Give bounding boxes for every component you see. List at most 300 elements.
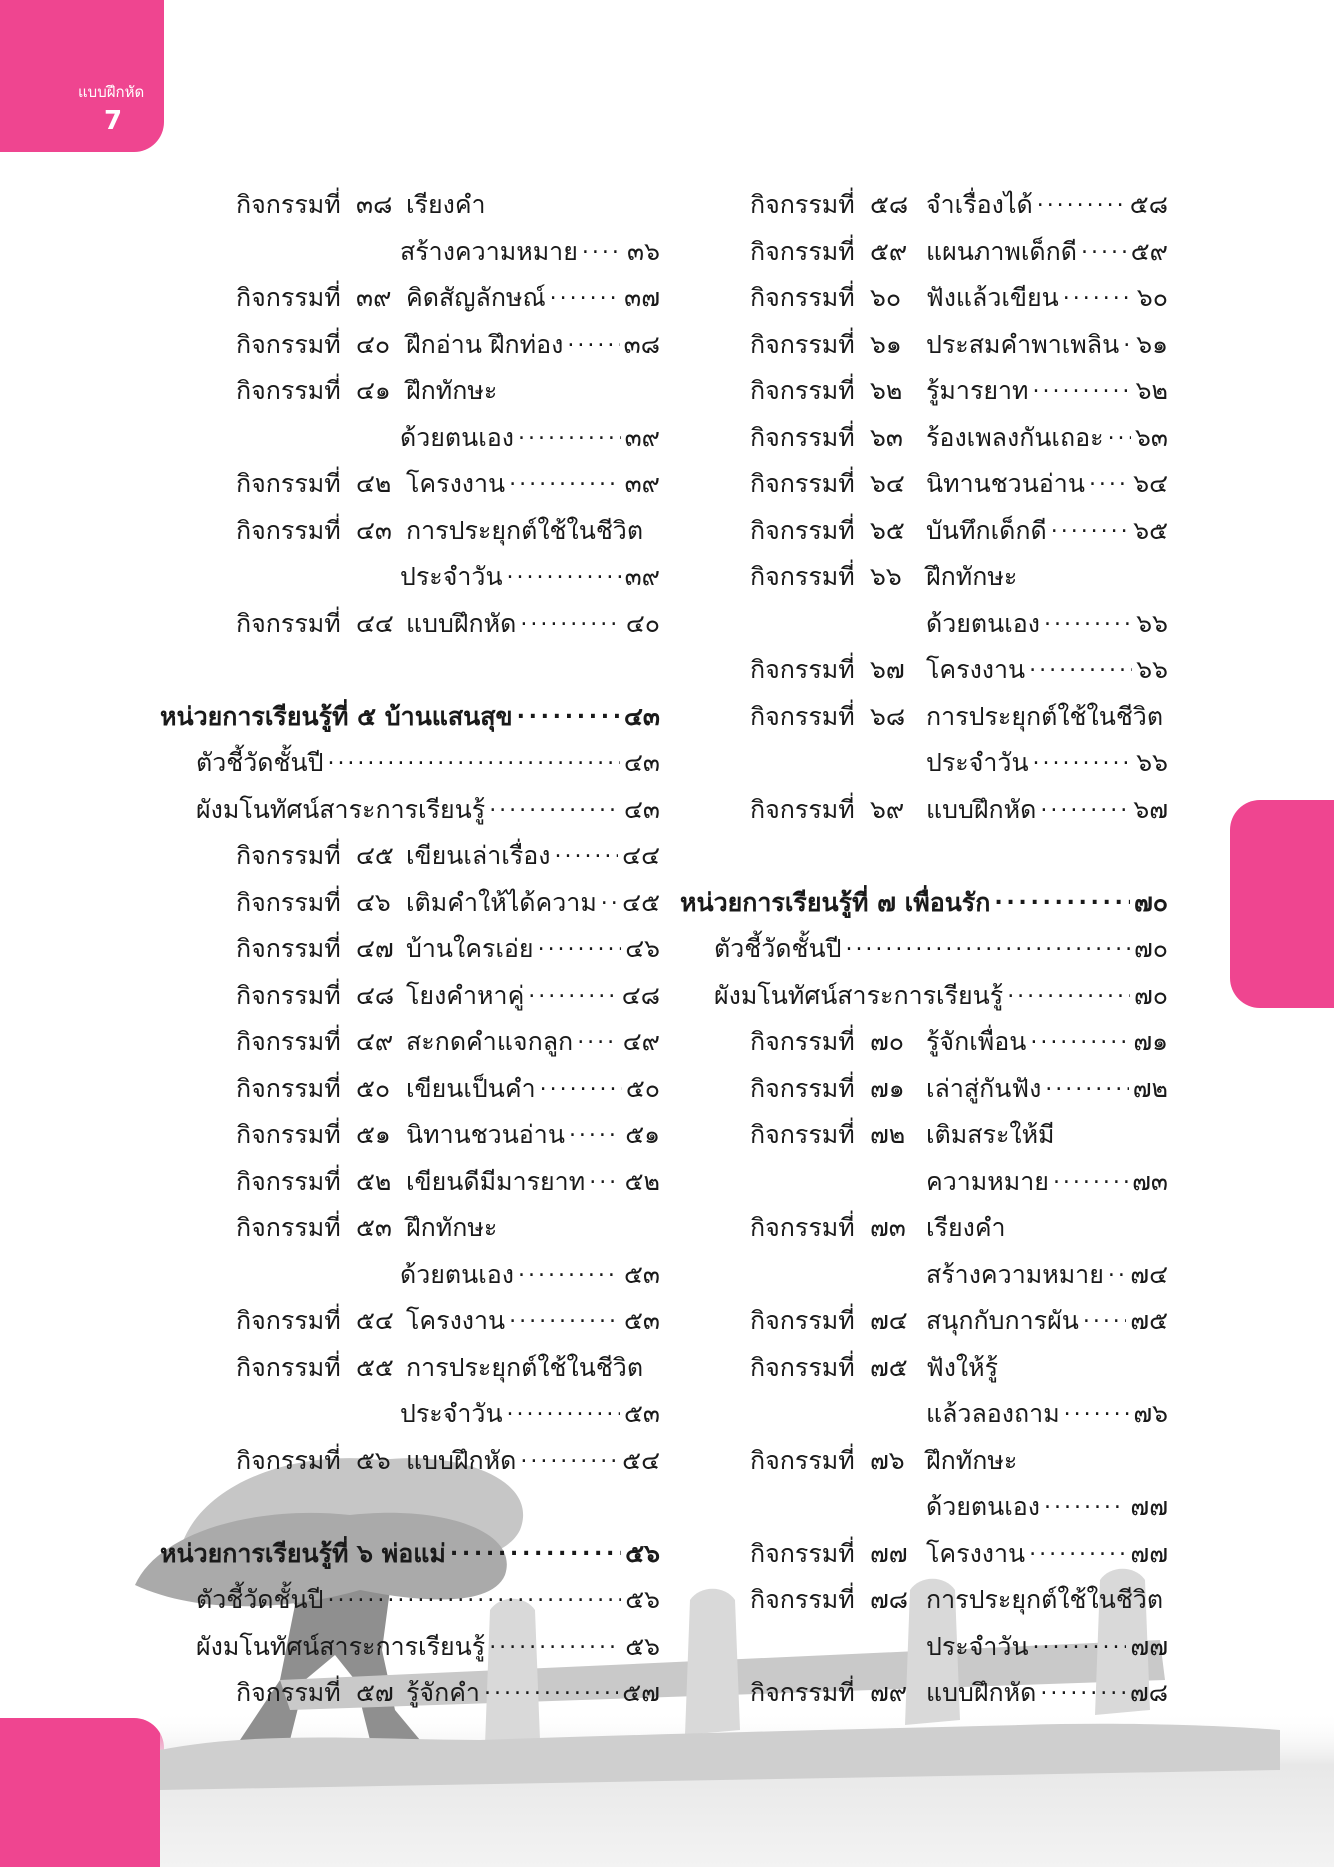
toc-left-column bbox=[160, 182, 660, 1717]
toc-activity-entry bbox=[160, 1345, 660, 1392]
activity-number: ๕๗ bbox=[356, 1678, 394, 1708]
dot-leader bbox=[518, 1261, 620, 1289]
toc-activity-entry bbox=[676, 322, 1168, 369]
page-ref: ๕๙ bbox=[1130, 236, 1168, 266]
toc-continuation-line bbox=[676, 1159, 1168, 1206]
toc-activity-entry bbox=[160, 1112, 660, 1159]
dot-leader bbox=[489, 1633, 621, 1661]
activity-label: กิจกรรมที่ bbox=[750, 236, 855, 266]
activity-number: ๕๖ bbox=[356, 1445, 391, 1475]
activity-title: โครงงาน bbox=[406, 1306, 506, 1336]
activity-number: ๔๒ bbox=[356, 469, 392, 499]
page-ref: ๔๘ bbox=[621, 980, 660, 1010]
activity-label: กิจกรรมที่ bbox=[236, 887, 341, 917]
activity-label: กิจกรรมที่ bbox=[750, 190, 855, 220]
toc-activity-entry bbox=[160, 508, 660, 555]
page-ref: ๗๖ bbox=[1133, 1399, 1168, 1429]
page-ref: ๕๐ bbox=[625, 1073, 660, 1103]
activity-title-continued: ความหมาย bbox=[926, 1166, 1049, 1196]
activity-number: ๗๐ bbox=[870, 1027, 905, 1057]
dot-leader bbox=[1037, 191, 1126, 219]
activity-title: แบบฝึกหัด bbox=[926, 1678, 1037, 1708]
section-title: ตัวชี้วัดชั้นปี bbox=[196, 748, 324, 778]
page-ref: ๕๔ bbox=[622, 1445, 660, 1475]
activity-number: ๗๖ bbox=[870, 1445, 905, 1475]
activity-label: กิจกรรมที่ bbox=[236, 190, 341, 220]
toc-activity-entry bbox=[160, 322, 660, 369]
activity-title: แบบฝึกหัด bbox=[926, 794, 1037, 824]
page-ref: ๖๖ bbox=[1136, 608, 1168, 638]
activity-number: ๖๕ bbox=[870, 515, 905, 545]
activity-number: ๔๕ bbox=[356, 841, 394, 871]
dot-leader bbox=[569, 1121, 621, 1149]
toc-activity-entry bbox=[160, 1298, 660, 1345]
toc-activity-entry bbox=[676, 1438, 1168, 1485]
activity-title-continued: ประจำวัน bbox=[400, 1399, 503, 1429]
activity-label: กิจกรรมที่ bbox=[236, 841, 341, 871]
activity-title-continued: ประจำวัน bbox=[926, 748, 1029, 778]
toc-section-entry bbox=[160, 1624, 660, 1671]
page-ref: ๖๐ bbox=[1136, 283, 1168, 313]
activity-title: โครงงาน bbox=[926, 655, 1026, 685]
page-ref: ๔๐ bbox=[625, 608, 660, 638]
activity-number: ๗๒ bbox=[870, 1120, 906, 1150]
toc-section-entry bbox=[160, 787, 660, 834]
toc-continuation-line bbox=[160, 1252, 660, 1299]
activity-number: ๗๕ bbox=[870, 1352, 908, 1382]
page-ref: ๖๖ bbox=[1136, 655, 1168, 685]
page-ref: ๗๔ bbox=[1130, 1259, 1168, 1289]
activity-title: ร้องเพลงกันเถอะ bbox=[926, 422, 1104, 452]
activity-title: เล่าสู่กันฟัง bbox=[926, 1073, 1042, 1103]
toc-continuation-line bbox=[160, 1391, 660, 1438]
toc-continuation-line bbox=[676, 1624, 1168, 1671]
toc-activity-entry bbox=[676, 554, 1168, 601]
activity-number: ๔๑ bbox=[356, 376, 391, 406]
page-ref: ๕๓ bbox=[623, 1399, 660, 1429]
activity-title: นิทานชวนอ่าน bbox=[926, 469, 1085, 499]
activity-label: กิจกรรมที่ bbox=[750, 1213, 855, 1243]
dot-leader bbox=[1040, 796, 1129, 824]
toc-activity-entry bbox=[676, 508, 1168, 555]
activity-number: ๖๓ bbox=[870, 422, 903, 452]
page-ref: ๖๗ bbox=[1133, 794, 1168, 824]
toc-spacer bbox=[676, 833, 1168, 880]
activity-number: ๔๘ bbox=[356, 980, 395, 1010]
activity-label: กิจกรรมที่ bbox=[750, 701, 855, 731]
toc-activity-entry bbox=[160, 461, 660, 508]
activity-title-continued: ด้วยตนเอง bbox=[926, 608, 1041, 638]
toc-activity-entry bbox=[160, 182, 660, 229]
page-ref: ๔๖ bbox=[625, 934, 660, 964]
activity-title-continued: สร้างความหมาย bbox=[400, 236, 578, 266]
toc-unit-heading bbox=[676, 880, 1168, 927]
page-ref: ๖๖ bbox=[1136, 748, 1168, 778]
activity-title: บันทึกเด็กดี bbox=[926, 515, 1047, 545]
activity-title: เรียงคำ bbox=[926, 1213, 1006, 1243]
dot-leader bbox=[1045, 1075, 1128, 1103]
toc-activity-entry bbox=[676, 461, 1168, 508]
page-ref: ๔๓ bbox=[623, 701, 660, 731]
activity-label: กิจกรรมที่ bbox=[236, 1678, 341, 1708]
activity-label: กิจกรรมที่ bbox=[750, 329, 855, 359]
activity-label: กิจกรรมที่ bbox=[750, 1352, 855, 1382]
toc-section-entry bbox=[676, 926, 1168, 973]
activity-label: กิจกรรมที่ bbox=[236, 980, 341, 1010]
toc-activity-entry bbox=[676, 1112, 1168, 1159]
page-ref: ๗๕ bbox=[1130, 1306, 1168, 1336]
activity-title: เขียนดีมีมารยาท bbox=[406, 1166, 586, 1196]
activity-title: ฝึกทักษะ bbox=[406, 1213, 498, 1243]
activity-label: กิจกรรมที่ bbox=[236, 376, 341, 406]
dot-leader bbox=[1051, 517, 1129, 545]
activity-label: กิจกรรมที่ bbox=[236, 283, 341, 313]
page-ref: ๖๒ bbox=[1135, 376, 1168, 406]
page-ref: ๕๒ bbox=[624, 1166, 660, 1196]
activity-number: ๖๗ bbox=[870, 655, 905, 685]
top-left-page-tab bbox=[0, 0, 164, 152]
activity-label: กิจกรรมที่ bbox=[750, 655, 855, 685]
activity-title: บ้านใครเอ่ย bbox=[406, 934, 534, 964]
toc-activity-entry bbox=[676, 1298, 1168, 1345]
dot-leader bbox=[1053, 1168, 1128, 1196]
toc-activity-entry bbox=[160, 1159, 660, 1206]
toc-activity-entry bbox=[676, 368, 1168, 415]
dot-leader bbox=[518, 424, 621, 452]
activity-title: สะกดคำแจกลูก bbox=[406, 1027, 574, 1057]
activity-title: การประยุกต์ใช้ในชีวิต bbox=[406, 1352, 644, 1382]
dot-leader bbox=[554, 842, 618, 870]
activity-number: ๕๑ bbox=[356, 1120, 391, 1150]
activity-label: กิจกรรมที่ bbox=[750, 1120, 855, 1150]
toc-activity-entry bbox=[160, 973, 660, 1020]
dot-leader bbox=[520, 610, 621, 638]
activity-title: ฝึกทักษะ bbox=[406, 376, 498, 406]
dot-leader bbox=[507, 1400, 620, 1428]
dot-leader bbox=[582, 238, 623, 266]
dot-leader bbox=[1029, 656, 1132, 684]
dot-leader bbox=[1033, 377, 1132, 405]
activity-label: กิจกรรมที่ bbox=[236, 1120, 341, 1150]
toc-activity-entry bbox=[160, 1670, 660, 1717]
toc-activity-entry bbox=[160, 833, 660, 880]
activity-title: ฝึกทักษะ bbox=[926, 1445, 1018, 1475]
toc-activity-entry bbox=[676, 1670, 1168, 1717]
dot-leader bbox=[489, 796, 620, 824]
activity-label: กิจกรรมที่ bbox=[750, 1538, 855, 1568]
dot-leader bbox=[550, 284, 620, 312]
dot-leader bbox=[327, 749, 620, 777]
toc-right-column bbox=[676, 182, 1168, 1717]
right-edge-tab bbox=[1230, 800, 1334, 1008]
toc-activity-entry bbox=[160, 1019, 660, 1066]
activity-label: กิจกรรมที่ bbox=[750, 1445, 855, 1475]
dot-leader bbox=[577, 1028, 619, 1056]
page-ref: ๓๘ bbox=[623, 329, 660, 359]
page-ref: ๗๒ bbox=[1132, 1073, 1168, 1103]
toc-section-entry bbox=[160, 1577, 660, 1624]
activity-title: เติมคำให้ได้ความ bbox=[406, 887, 597, 917]
activity-label: กิจกรรมที่ bbox=[236, 608, 341, 638]
activity-title: รู้มารยาท bbox=[926, 376, 1029, 406]
dot-leader bbox=[1108, 424, 1131, 452]
dot-leader bbox=[845, 935, 1129, 963]
activity-number: ๔๔ bbox=[356, 608, 394, 638]
activity-title: การประยุกต์ใช้ในชีวิต bbox=[406, 515, 644, 545]
dot-leader bbox=[567, 331, 619, 359]
page-ref: ๔๙ bbox=[622, 1027, 660, 1057]
activity-title: แบบฝึกหัด bbox=[406, 608, 517, 638]
toc-unit-heading bbox=[160, 694, 660, 741]
dot-leader bbox=[994, 889, 1130, 917]
activity-title: โยงคำหาคู่ bbox=[406, 980, 525, 1010]
dot-leader bbox=[1044, 610, 1132, 638]
page-ref: ๖๔ bbox=[1133, 469, 1168, 499]
activity-title: คิดสัญลักษณ์ bbox=[406, 283, 546, 313]
activity-label: กิจกรรมที่ bbox=[750, 1585, 855, 1615]
dot-leader bbox=[450, 1540, 621, 1568]
activity-number: ๔๐ bbox=[356, 329, 391, 359]
dot-leader bbox=[1040, 1679, 1126, 1707]
dot-leader bbox=[509, 470, 620, 498]
dot-leader bbox=[1033, 1633, 1127, 1661]
page-number: 7 bbox=[104, 106, 123, 136]
activity-number: ๓๘ bbox=[356, 190, 393, 220]
dot-leader bbox=[528, 982, 617, 1010]
dot-leader bbox=[1007, 982, 1130, 1010]
page-ref: ๗๘ bbox=[1129, 1678, 1168, 1708]
toc-continuation-line bbox=[676, 740, 1168, 787]
dot-leader bbox=[1081, 238, 1127, 266]
activity-label: กิจกรรมที่ bbox=[750, 794, 855, 824]
activity-label: กิจกรรมที่ bbox=[236, 1213, 341, 1243]
activity-title: การประยุกต์ใช้ในชีวิต bbox=[926, 701, 1164, 731]
activity-title-continued: ประจำวัน bbox=[400, 562, 503, 592]
activity-title: การประยุกต์ใช้ในชีวิต bbox=[926, 1585, 1164, 1615]
activity-title: ประสมคำพาเพลิน bbox=[926, 329, 1120, 359]
section-title: ตัวชี้วัดชั้นปี bbox=[196, 1585, 324, 1615]
activity-number: ๖๙ bbox=[870, 794, 905, 824]
activity-number: ๕๘ bbox=[870, 190, 909, 220]
page-ref: ๗๗ bbox=[1130, 1538, 1168, 1568]
dot-leader bbox=[1123, 331, 1132, 359]
page-ref: ๗๗ bbox=[1130, 1492, 1168, 1522]
activity-label: กิจกรรมที่ bbox=[236, 1352, 341, 1382]
toc-spacer bbox=[160, 647, 660, 694]
toc-activity-entry bbox=[676, 1345, 1168, 1392]
dot-leader bbox=[520, 1447, 618, 1475]
page-ref: ๕๖ bbox=[625, 1585, 660, 1615]
unit-title: หน่วยการเรียนรู้ที่ ๗ เพื่อนรัก bbox=[680, 887, 991, 917]
toc-continuation-line bbox=[676, 1391, 1168, 1438]
activity-number: ๖๔ bbox=[870, 469, 905, 499]
dot-leader bbox=[484, 1679, 618, 1707]
toc-activity-entry bbox=[676, 1531, 1168, 1578]
activity-title: ฟังแล้วเขียน bbox=[926, 283, 1059, 313]
activity-title: เรียงคำ bbox=[406, 190, 486, 220]
activity-title: ฝึกอ่าน ฝึกท่อง bbox=[406, 329, 564, 359]
toc-activity-entry bbox=[676, 1577, 1168, 1624]
toc-spacer bbox=[160, 1484, 660, 1531]
activity-label: กิจกรรมที่ bbox=[236, 1166, 341, 1196]
activity-label: กิจกรรมที่ bbox=[236, 1027, 341, 1057]
toc-activity-entry bbox=[160, 880, 660, 927]
activity-label: กิจกรรมที่ bbox=[236, 469, 341, 499]
toc-activity-entry bbox=[676, 229, 1168, 276]
page-ref: ๗๗ bbox=[1130, 1631, 1168, 1661]
activity-title-continued: ด้วยตนเอง bbox=[400, 1259, 515, 1289]
activity-title: ฟังให้รู้ bbox=[926, 1352, 999, 1382]
activity-label: กิจกรรมที่ bbox=[750, 376, 855, 406]
activity-number: ๗๓ bbox=[870, 1213, 906, 1243]
activity-number: ๔๙ bbox=[356, 1027, 394, 1057]
page-ref: ๕๑ bbox=[625, 1120, 660, 1150]
dot-leader bbox=[1044, 1493, 1126, 1521]
dot-leader bbox=[589, 1168, 620, 1196]
activity-label: กิจกรรมที่ bbox=[236, 1306, 341, 1336]
toc-activity-entry bbox=[676, 275, 1168, 322]
page-ref: ๕๘ bbox=[1129, 190, 1168, 220]
activity-number: ๕๒ bbox=[356, 1166, 392, 1196]
activity-label: กิจกรรมที่ bbox=[236, 515, 341, 545]
activity-label: กิจกรรมที่ bbox=[750, 1073, 855, 1103]
toc-activity-entry bbox=[676, 647, 1168, 694]
dot-leader bbox=[517, 703, 620, 731]
toc-activity-entry bbox=[160, 601, 660, 648]
activity-label: กิจกรรมที่ bbox=[750, 469, 855, 499]
page-ref: ๖๑ bbox=[1136, 329, 1168, 359]
toc-activity-entry bbox=[676, 182, 1168, 229]
dot-leader bbox=[601, 889, 618, 917]
page-ref: ๗๑ bbox=[1133, 1027, 1168, 1057]
book-title: แบบฝึกหัด bbox=[78, 83, 145, 101]
activity-title: เติมสระให้มี bbox=[926, 1120, 1055, 1150]
activity-number: ๕๐ bbox=[356, 1073, 391, 1103]
activity-number: ๖๐ bbox=[870, 283, 902, 313]
dot-leader bbox=[507, 563, 621, 591]
page-ref: ๗๓ bbox=[1132, 1166, 1168, 1196]
dot-leader bbox=[538, 935, 622, 963]
activity-label: กิจกรรมที่ bbox=[750, 515, 855, 545]
toc-activity-entry bbox=[676, 1019, 1168, 1066]
unit-title: หน่วยการเรียนรู้ที่ ๖ พ่อแม่ bbox=[160, 1538, 446, 1568]
activity-number: ๗๘ bbox=[870, 1585, 909, 1615]
activity-label: กิจกรรมที่ bbox=[750, 283, 855, 313]
page-ref: ๗๐ bbox=[1133, 887, 1168, 917]
activity-title-continued: ด้วยตนเอง bbox=[400, 422, 515, 452]
activity-label: กิจกรรมที่ bbox=[750, 1027, 855, 1057]
page-ref: ๔๕ bbox=[622, 887, 660, 917]
activity-label: กิจกรรมที่ bbox=[750, 1306, 855, 1336]
toc-activity-entry bbox=[160, 275, 660, 322]
page-ref: ๕๓ bbox=[623, 1306, 660, 1336]
activity-label: กิจกรรมที่ bbox=[750, 562, 855, 592]
toc-section-entry bbox=[676, 973, 1168, 1020]
activity-number: ๕๙ bbox=[870, 236, 908, 266]
activity-number: ๔๗ bbox=[356, 934, 394, 964]
page-ref: ๗๐ bbox=[1133, 980, 1168, 1010]
page-ref: ๕๓ bbox=[623, 1259, 660, 1289]
activity-number: ๗๔ bbox=[870, 1306, 908, 1336]
activity-label: กิจกรรมที่ bbox=[236, 1073, 341, 1103]
activity-label: กิจกรรมที่ bbox=[750, 1678, 855, 1708]
page-ref: ๕๖ bbox=[625, 1631, 660, 1661]
dot-leader bbox=[1064, 1400, 1130, 1428]
activity-label: กิจกรรมที่ bbox=[236, 329, 341, 359]
toc-continuation-line bbox=[160, 229, 660, 276]
activity-title: จำเรื่องได้ bbox=[926, 190, 1033, 220]
page-ref: ๓๗ bbox=[624, 283, 660, 313]
activity-number: ๔๖ bbox=[356, 887, 391, 917]
section-title: ผังมโนทัศน์สาระการเรียนรู้ bbox=[714, 980, 1004, 1010]
toc-section-entry bbox=[160, 740, 660, 787]
activity-title: รู้จักคำ bbox=[406, 1678, 480, 1708]
toc-unit-heading bbox=[160, 1531, 660, 1578]
page-ref: ๓๙ bbox=[624, 562, 660, 592]
dot-leader bbox=[1030, 1028, 1129, 1056]
page-ref: ๓๙ bbox=[624, 422, 660, 452]
toc-continuation-line bbox=[160, 415, 660, 462]
dot-leader bbox=[327, 1586, 621, 1614]
page-ref: ๖๕ bbox=[1133, 515, 1168, 545]
activity-number: ๓๙ bbox=[356, 283, 392, 313]
dot-leader bbox=[509, 1307, 620, 1335]
toc-activity-entry bbox=[676, 415, 1168, 462]
toc-activity-entry bbox=[160, 1438, 660, 1485]
toc-activity-entry bbox=[160, 926, 660, 973]
activity-title: เขียนเล่าเรื่อง bbox=[406, 841, 551, 871]
page-ref: ๕๗ bbox=[622, 1678, 660, 1708]
dot-leader bbox=[1033, 749, 1133, 777]
page-ref: ๗๐ bbox=[1133, 934, 1168, 964]
page-ref: ๕๖ bbox=[625, 1538, 660, 1568]
activity-number: ๗๑ bbox=[870, 1073, 905, 1103]
section-title: ผังมโนทัศน์สาระการเรียนรู้ bbox=[196, 1631, 486, 1661]
toc-continuation-line bbox=[160, 554, 660, 601]
activity-title: แผนภาพเด็กดี bbox=[926, 236, 1078, 266]
activity-title: โครงงาน bbox=[926, 1538, 1026, 1568]
activity-label: กิจกรรมที่ bbox=[236, 1445, 341, 1475]
activity-title: สนุกกับการผัน bbox=[926, 1306, 1079, 1336]
activity-title-continued: สร้างความหมาย bbox=[926, 1259, 1104, 1289]
activity-number: ๕๓ bbox=[356, 1213, 393, 1243]
dot-leader bbox=[1108, 1261, 1126, 1289]
activity-title-continued: แล้วลองถาม bbox=[926, 1399, 1060, 1429]
activity-number: ๗๗ bbox=[870, 1538, 908, 1568]
page-ref: ๔๓ bbox=[623, 748, 660, 778]
page-ref: ๓๖ bbox=[627, 236, 660, 266]
activity-title-continued: ด้วยตนเอง bbox=[926, 1492, 1041, 1522]
section-title: ผังมโนทัศน์สาระการเรียนรู้ bbox=[196, 794, 486, 824]
page-ref: ๔๔ bbox=[622, 841, 660, 871]
dot-leader bbox=[1063, 284, 1133, 312]
activity-label: กิจกรรมที่ bbox=[236, 934, 341, 964]
page-ref: ๖๓ bbox=[1135, 422, 1168, 452]
toc-activity-entry bbox=[160, 1205, 660, 1252]
activity-number: ๔๓ bbox=[356, 515, 393, 545]
toc-continuation-line bbox=[676, 601, 1168, 648]
activity-title: รู้จักเพื่อน bbox=[926, 1027, 1027, 1057]
activity-label: กิจกรรมที่ bbox=[750, 422, 855, 452]
activity-number: ๖๒ bbox=[870, 376, 903, 406]
toc-activity-entry bbox=[676, 1066, 1168, 1113]
toc-continuation-line bbox=[676, 1252, 1168, 1299]
dot-leader bbox=[1083, 1307, 1126, 1335]
activity-number: ๖๑ bbox=[870, 329, 902, 359]
toc-activity-entry bbox=[676, 787, 1168, 834]
activity-number: ๗๙ bbox=[870, 1678, 908, 1708]
toc-activity-entry bbox=[160, 368, 660, 415]
